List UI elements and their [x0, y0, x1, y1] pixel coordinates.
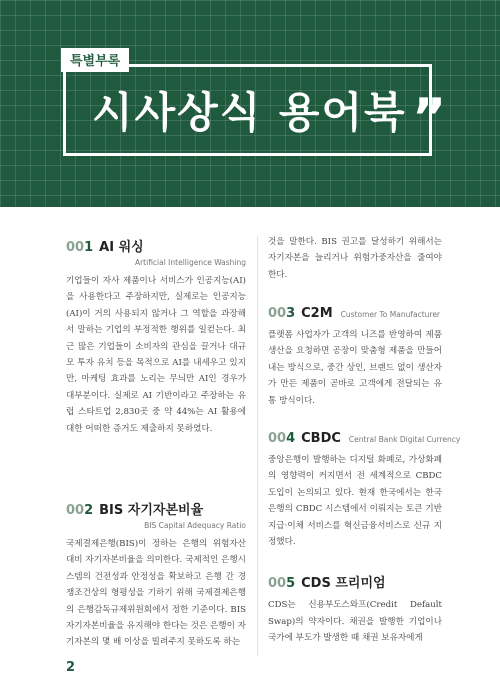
left-column [66, 236, 246, 686]
term-heading [268, 572, 442, 591]
term-name: AI 워싱 [99, 240, 144, 255]
term-name: C2M [301, 306, 333, 321]
term-number: 003 [268, 306, 296, 321]
term-heading [268, 431, 461, 447]
term-english: Customer To Manufacturer [340, 310, 441, 319]
term-c2m [268, 306, 442, 409]
term-name: CBDC [301, 431, 341, 447]
term-number: 004 [268, 431, 296, 447]
term-description: 국제결제은행(BIS)이 정하는 은행의 위험자산 대비 자기자본비율을 의미한다. 국제적인 은행시스템의 건전성과 안정성을 확보하고 은행 간 경쟁조건상의 형평성을 기하기 위해 국제결제은행의 은행감독규제위원회에서 정한 기준이다. BIS 자기자본비율을 유지해야 한다는 것은 은행이 자기자본의 몇 배 이상을 빌려주지 못하도록 하는 [66, 539, 246, 648]
term-description: 중앙은행이 발행하는 디지털 화폐로, 가상화폐의 영향력이 커지면서 전 세계적으로 CBDC 도입이 논의되고 있다. 현재 한국에서는 한국은행의 CBDC 시스템에서 이뤄지는 토큰 기반 지급·이체 서비스를 혁신금융서비스로 신규 지정했다. [268, 455, 442, 548]
term-ai-washing [66, 236, 246, 485]
term-description: 플랫폼 사업자가 고객의 니즈를 반영하여 제품 생산을 요청하면 공장이 맞춤형 제품을 만들어 내는 방식으로, 중간 상인, 브랜드 없이 생산자가 만든 제품이 곧바로 고객에게 전달되는 유통 방식이다. [268, 330, 442, 406]
quote-icon: ” [412, 88, 447, 148]
term-description: 기업들이 자사 제품이나 서비스가 인공지능(AI)을 사용한다고 주장하지만, 실제로는 인공지능(AI)이 거의 사용되지 않거나 그 역할을 과장해서 말하는 기업의 부정적한 행위를 일컫는다. 최근 많은 기업들이 소비자의 관심을 끌거나 대규모 투자 유치 등을 목적으로 AI를 내세우고 있지만, 마케팅 효과를 노리는 무늬만 AI인 경우가 대부분이다. 실제로 AI 기반이라고 주장하는 유럽 스타트업 2,830곳 중 약 44%는 AI 활용에 대한 어떠한 증거도 제출하지 못하였다. [66, 276, 246, 434]
term-description-continued: 것을 말한다. BIS 권고를 달성하기 위해서는 자기자본을 늘리거나 위험가중자산을 줄여야 한다. [268, 237, 442, 280]
header-banner [0, 0, 500, 207]
term-heading [66, 236, 246, 255]
right-column [268, 236, 461, 647]
term-name: BIS 자기자본비율 [99, 503, 204, 518]
term-english: Artificial Intelligence Washing [134, 258, 246, 267]
term-number: 001 [66, 240, 94, 255]
term-cbdc [268, 431, 461, 550]
page-title: 시사상식 용어북 [92, 88, 407, 137]
term-bis [66, 499, 246, 686]
term-heading [268, 306, 442, 321]
term-number: 005 [268, 576, 296, 592]
term-english: BIS Capital Adequacy Ratio [144, 521, 246, 530]
term-description: CDS는 신용부도스와프(Credit Default Swap)의 약자이다. 채권을 발행한 기업이나 국가에 부도가 발생한 때 채권 보유자에게 [268, 600, 442, 644]
page-number: 2 [66, 660, 76, 675]
term-name: CDS 프리미엄 [301, 576, 386, 592]
column-divider [257, 236, 258, 656]
section-tag: 특별부록 [61, 48, 129, 72]
term-number: 002 [66, 503, 94, 518]
term-cds [268, 572, 442, 647]
term-english: Central Bank Digital Currency [348, 435, 461, 445]
term-heading [66, 499, 246, 518]
